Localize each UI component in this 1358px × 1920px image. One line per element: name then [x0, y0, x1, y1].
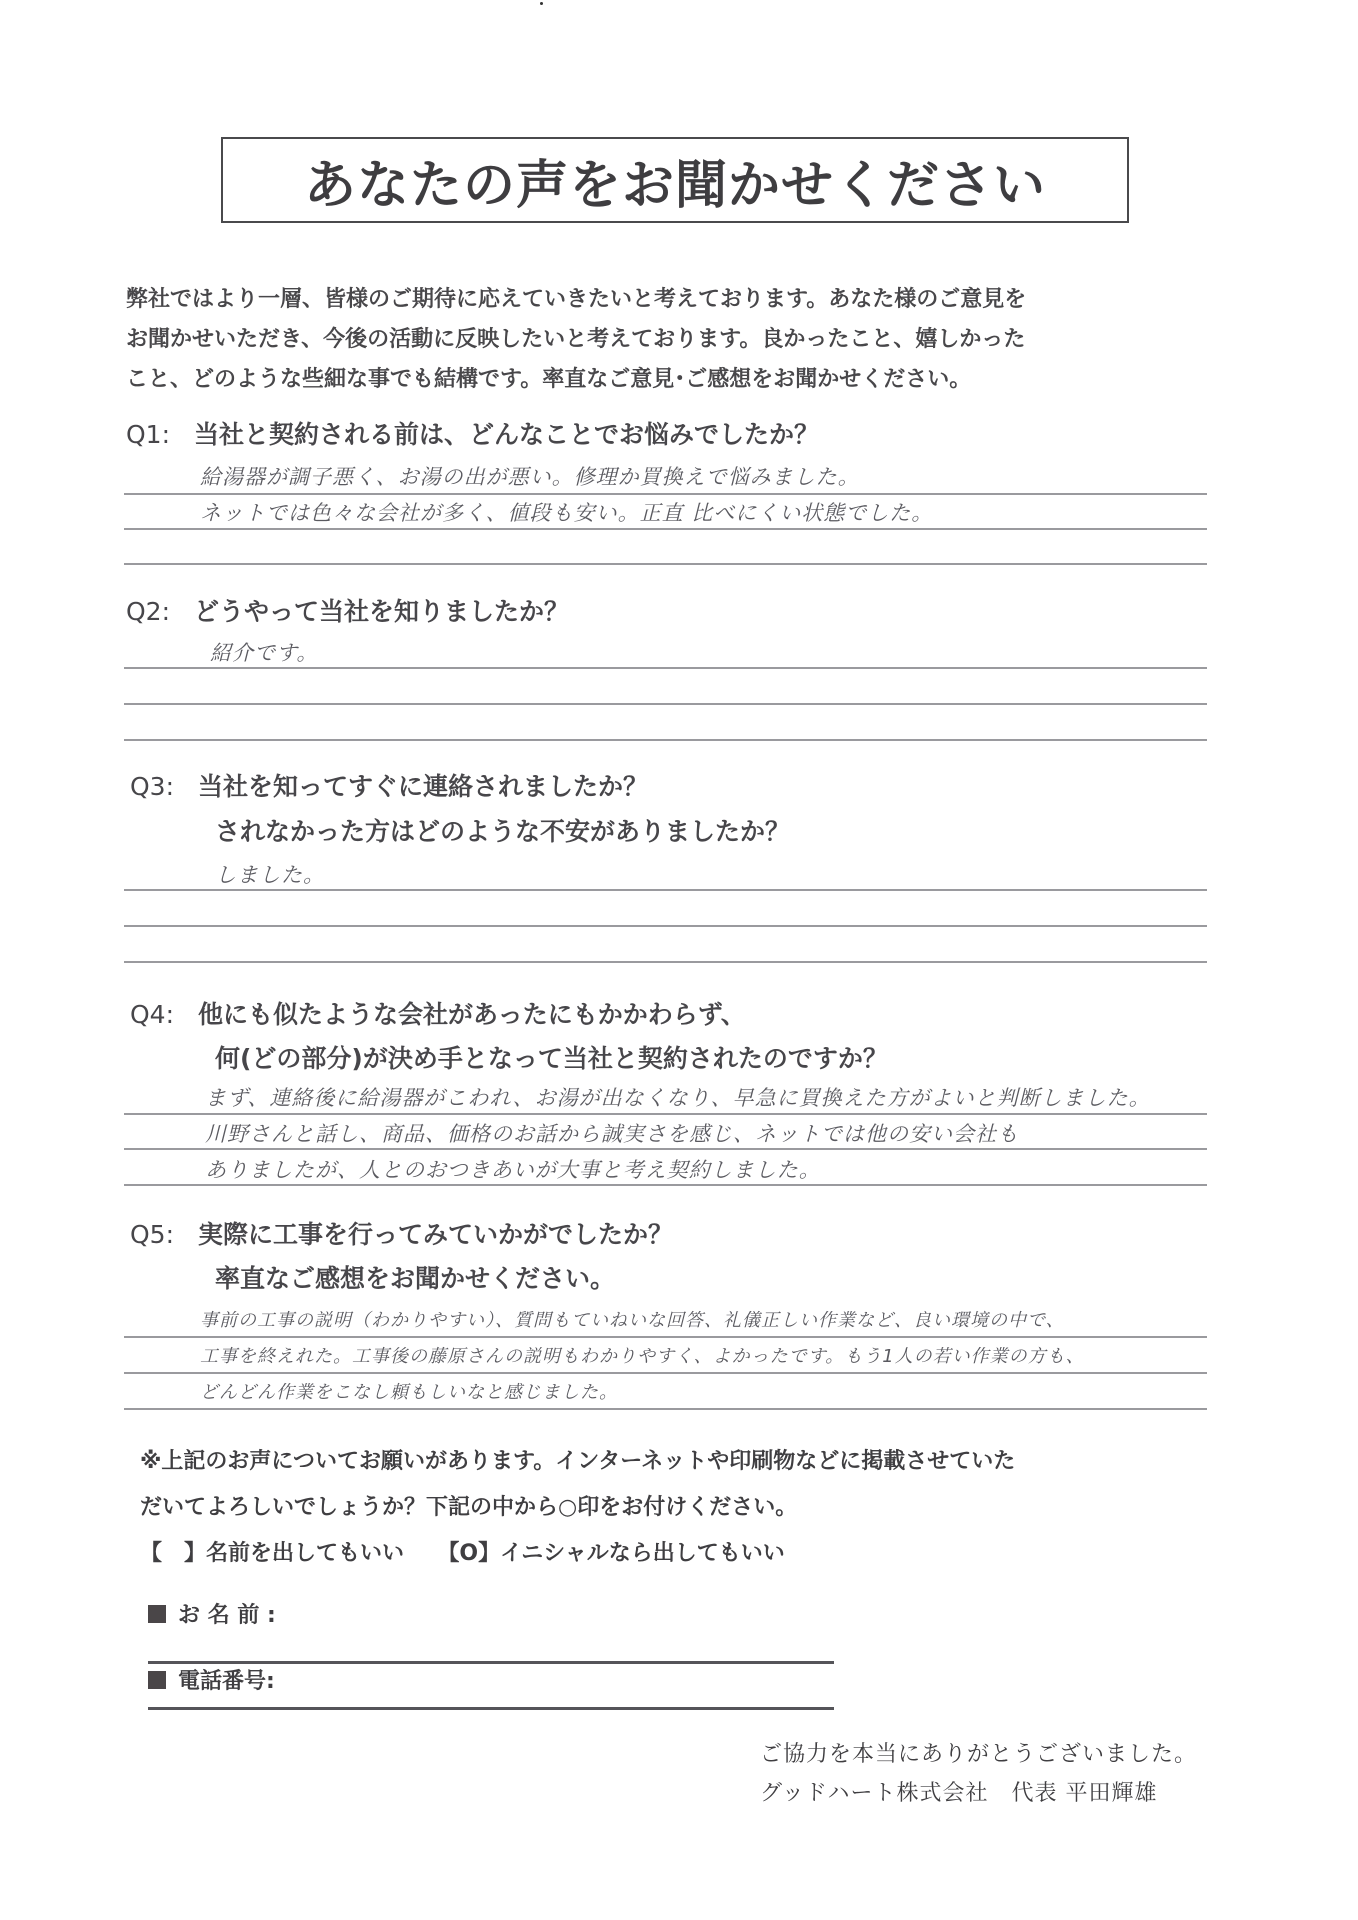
- answer-rule: [124, 703, 1207, 705]
- answer-rule: [124, 961, 1207, 963]
- question-number: Q5:: [130, 1220, 175, 1249]
- question-1: [126, 420, 819, 450]
- question-number: Q3:: [130, 772, 175, 801]
- option-initial-checkbox[interactable]: 【O】: [437, 1541, 501, 1566]
- phone-field-label: [148, 1664, 275, 1695]
- option-name-checkbox[interactable]: 【 】: [140, 1541, 207, 1566]
- answer-rule: [124, 1408, 1207, 1410]
- name-label-text: お 名 前 :: [178, 1603, 276, 1628]
- phone-label-text: 電話番号:: [178, 1669, 275, 1694]
- consent-options: [140, 1539, 785, 1569]
- question-text-cont: 率直なご感想をお聞かせください。: [215, 1264, 616, 1293]
- intro-line: お聞かせいただき、今後の活動に反映したいと考えております。良かったこと、嬉しかった: [126, 327, 1026, 352]
- question-text: 当社と契約される前は、どんなことでお悩みでしたか？: [194, 420, 820, 449]
- answer-rule: [124, 667, 1207, 669]
- answer-4-line-2[interactable]: 川野さんと話し、商品、価格のお話から誠実さを感じ、ネットでは他の安い会社も: [205, 1122, 1019, 1146]
- question-number: Q2:: [126, 597, 171, 626]
- answer-5-line-2[interactable]: 工事を終えれた。工事後の藤原さんの説明もわかりやすく、よかったです。もう1人の若い作業の方も、: [200, 1346, 1085, 1367]
- answer-rule: [124, 889, 1207, 891]
- answer-2-line-1[interactable]: 紹介です。: [210, 641, 319, 665]
- answer-rule: [124, 563, 1207, 565]
- question-text: 実際に工事を行ってみていかがでしたか？: [198, 1220, 674, 1249]
- intro-paragraph: [126, 280, 1226, 400]
- answer-rule: [124, 1184, 1207, 1186]
- question-text: どうやって当社を知りましたか？: [194, 597, 570, 626]
- question-number: Q4:: [130, 1000, 175, 1029]
- intro-line: 弊社ではより一層、皆様のご期待に応えていきたいと考えております。あなた様のご意見を: [126, 287, 1027, 312]
- consent-note-line-2: だいてよろしいでしょうか？下記の中から○印をお付けください。: [140, 1495, 798, 1520]
- square-bullet-icon: [148, 1671, 166, 1689]
- answer-1-line-1[interactable]: 給湯器が調子悪く、お湯の出が悪い。修理か買換えで悩みました。: [200, 465, 860, 489]
- answer-rule: [124, 1113, 1207, 1115]
- question-5: [130, 1220, 673, 1250]
- option-initial-label: イニシャルなら出してもいい: [500, 1541, 785, 1566]
- page-title: あなたの声をお聞かせください: [303, 155, 1046, 216]
- answer-rule: [124, 1336, 1207, 1338]
- title-box: [221, 137, 1129, 223]
- answer-5-line-1[interactable]: 事前の工事の説明（わかりやすい）、質問もていねいな回答、礼儀正しい作業など、良い環境の中で、: [200, 1310, 1065, 1331]
- question-number: Q1:: [126, 420, 171, 449]
- consent-note-line-1: ※上記のお声についてお願いがあります。インターネットや印刷物などに掲載させていた: [140, 1449, 1016, 1474]
- phone-field[interactable]: [148, 1707, 834, 1710]
- square-bullet-icon: [148, 1605, 166, 1623]
- answer-3-line-1[interactable]: しました。: [215, 863, 325, 887]
- intro-line: こと、どのような些細な事でも結構です。率直なご意見･ご感想をお聞かせください。: [126, 367, 972, 392]
- question-3: [130, 772, 648, 802]
- question-text-cont: 何(どの部分)が決め手となって当社と契約されたのですか？: [215, 1044, 888, 1073]
- question-4: [130, 1000, 746, 1030]
- name-field-label: [148, 1598, 276, 1629]
- answer-4-line-1[interactable]: まず、連絡後に給湯器がこわれ、お湯が出なくなり、早急に買換えた方がよいと判断しました。: [205, 1086, 1151, 1110]
- answer-1-line-2[interactable]: ネットでは色々な会社が多く、値段も安い。正直 比べにくい状態でした。: [200, 501, 934, 525]
- answer-4-line-3[interactable]: ありましたが、人とのおつきあいが大事と考え契約しました。: [205, 1158, 821, 1182]
- question-text: 当社を知ってすぐに連絡されましたか？: [198, 772, 649, 801]
- signature: グッドハート株式会社 代表 平田輝雄: [760, 1781, 1158, 1806]
- answer-rule: [124, 493, 1207, 495]
- answer-rule: [124, 1148, 1207, 1150]
- answer-rule: [124, 1372, 1207, 1374]
- question-text-cont: されなかった方はどのような不安がありましたか？: [215, 817, 791, 846]
- thanks-message: ご協力を本当にありがとうございました。: [760, 1742, 1198, 1767]
- question-text: 他にも似たような会社があったにもかかわらず、: [198, 1000, 746, 1029]
- option-name-label: 名前を出してもいい: [206, 1541, 405, 1566]
- answer-rule: [124, 739, 1207, 741]
- answer-rule: [124, 528, 1207, 530]
- scan-speck: [540, 2, 543, 5]
- answer-5-line-3[interactable]: どんどん作業をこなし頼もしいなと感じました。: [200, 1382, 618, 1403]
- answer-rule: [124, 925, 1207, 927]
- question-2: [126, 597, 569, 627]
